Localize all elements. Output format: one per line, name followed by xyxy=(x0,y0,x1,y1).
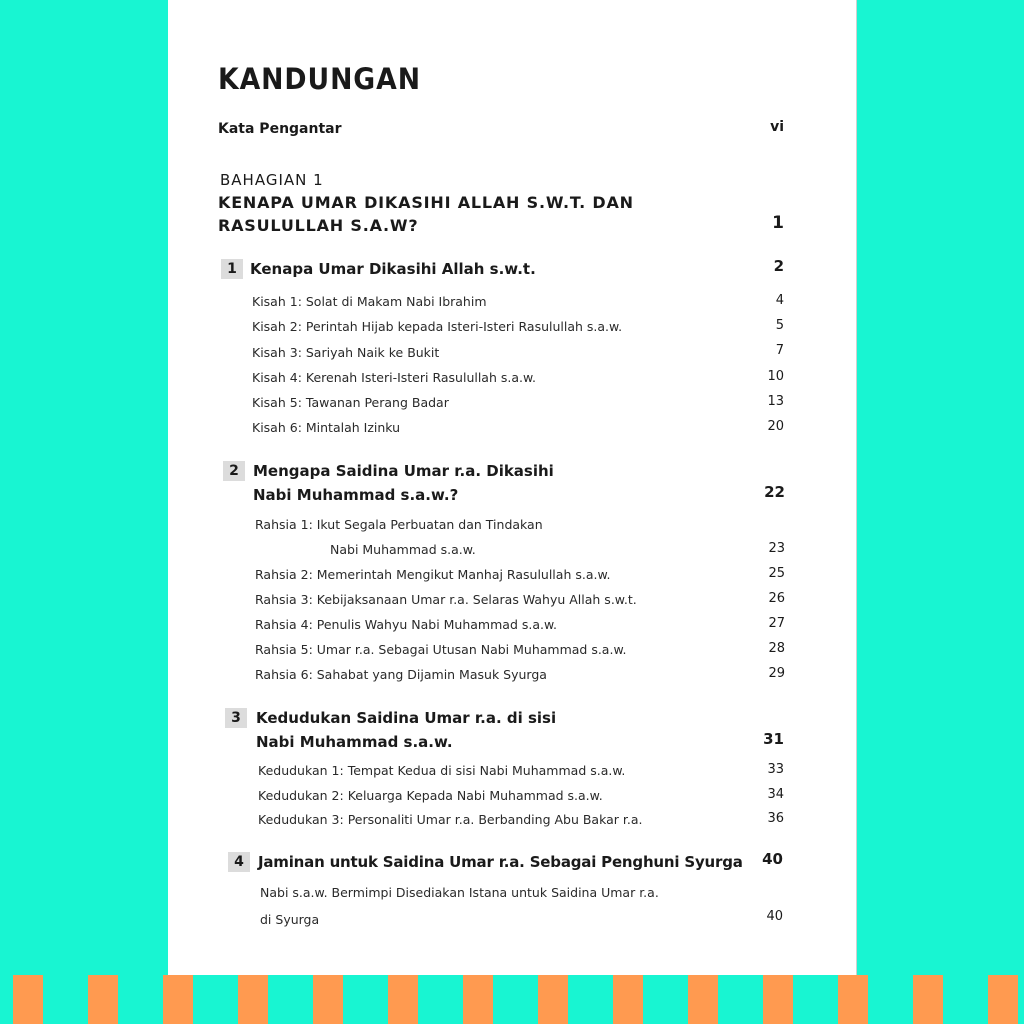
toc-entry: Kisah 4: Kerenah Isteri-Isteri Rasulullah s.a.w. xyxy=(252,370,537,385)
toc-entry: Kedudukan 3: Personaliti Umar r.a. Berbanding Abu Bakar r.a. xyxy=(258,812,643,827)
part-title-line2: RASULULLAH S.A.W? xyxy=(218,216,419,235)
part-page: 1 xyxy=(772,213,784,233)
toc-entry: Rahsia 5: Umar r.a. Sebagai Utusan Nabi Muhammad s.a.w. xyxy=(255,642,627,657)
part-title-line1: KENAPA UMAR DIKASIHI ALLAH S.W.T. DAN xyxy=(218,193,634,212)
toc-entry: Rahsia 6: Sahabat yang Dijamin Masuk Syurga xyxy=(255,667,547,682)
toc-entry-page: 36 xyxy=(767,811,784,826)
chapter-title-line2: Nabi Muhammad s.a.w.? xyxy=(253,486,459,504)
toc-entry-page: 10 xyxy=(767,369,784,384)
chapter-page: 2 xyxy=(773,257,784,275)
toc-entry: Kisah 2: Perintah Hijab kepada Isteri-Isteri Rasulullah s.a.w. xyxy=(252,319,623,334)
toc-entry-page: 33 xyxy=(767,762,784,777)
toc-entry-page: 23 xyxy=(768,541,785,556)
toc-entry-page: 26 xyxy=(768,591,785,606)
decorative-stripe-border xyxy=(0,975,1024,1024)
toc-entry: Kisah 1: Solat di Makam Nabi Ibrahim xyxy=(252,294,487,309)
toc-entry-page: 7 xyxy=(775,343,784,358)
chapter-number: 1 xyxy=(221,259,243,279)
toc-entry: Nabi s.a.w. Bermimpi Disediakan Istana untuk Saidina Umar r.a. xyxy=(260,885,659,900)
toc-entry-page: 13 xyxy=(767,394,784,409)
chapter-number: 3 xyxy=(225,708,247,728)
toc-entry: Rahsia 2: Memerintah Mengikut Manhaj Rasulullah s.a.w. xyxy=(255,567,611,582)
toc-entry: Rahsia 1: Ikut Segala Perbuatan dan Tindakan xyxy=(255,517,543,532)
toc-entry-page: 29 xyxy=(768,666,785,681)
toc-entry: Rahsia 4: Penulis Wahyu Nabi Muhammad s.a.w. xyxy=(255,617,558,632)
toc-entry: Kisah 3: Sariyah Naik ke Bukit xyxy=(252,345,440,360)
chapter-number: 4 xyxy=(228,852,250,872)
toc-entry: Rahsia 3: Kebijaksanaan Umar r.a. Selaras Wahyu Allah s.w.t. xyxy=(255,592,637,607)
toc-entry: Kedudukan 2: Keluarga Kepada Nabi Muhammad s.a.w. xyxy=(258,788,603,803)
toc-entry-page: 34 xyxy=(767,787,784,802)
chapter-page: 31 xyxy=(763,730,784,748)
chapter-number: 2 xyxy=(223,461,245,481)
chapter-title: Jaminan untuk Saidina Umar r.a. Sebagai Penghuni Syurga xyxy=(258,853,743,871)
chapter-title-line2: Nabi Muhammad s.a.w. xyxy=(256,733,453,751)
preface-page: vi xyxy=(770,119,784,135)
chapter-title: Kenapa Umar Dikasihi Allah s.w.t. xyxy=(250,260,536,278)
toc-entry-page: 25 xyxy=(768,566,785,581)
toc-entry-page: 40 xyxy=(766,909,783,924)
chapter-page: 22 xyxy=(764,483,785,501)
chapter-page: 40 xyxy=(762,850,783,868)
toc-entry-page: 5 xyxy=(775,318,784,333)
toc-entry: Kisah 6: Mintalah Izinku xyxy=(252,420,401,435)
toc-entry-page: 20 xyxy=(767,419,784,434)
toc-entry-line2: Nabi Muhammad s.a.w. xyxy=(330,542,476,557)
chapter-title: Mengapa Saidina Umar r.a. Dikasihi xyxy=(253,462,554,480)
toc-entry-page: 4 xyxy=(775,293,784,308)
toc-entry-line2: di Syurga xyxy=(260,912,320,927)
toc-entry: Kedudukan 1: Tempat Kedua di sisi Nabi Muhammad s.a.w. xyxy=(258,763,626,778)
toc-entry-page: 27 xyxy=(768,616,785,631)
toc-entry: Kisah 5: Tawanan Perang Badar xyxy=(252,395,449,410)
part-label: BAHAGIAN 1 xyxy=(220,171,324,189)
preface-label: Kata Pengantar xyxy=(218,121,342,137)
toc-entry-page: 28 xyxy=(768,641,785,656)
chapter-title: Kedudukan Saidina Umar r.a. di sisi xyxy=(256,709,557,727)
book-page xyxy=(168,0,856,975)
page-title: KANDUNGAN xyxy=(218,62,421,96)
